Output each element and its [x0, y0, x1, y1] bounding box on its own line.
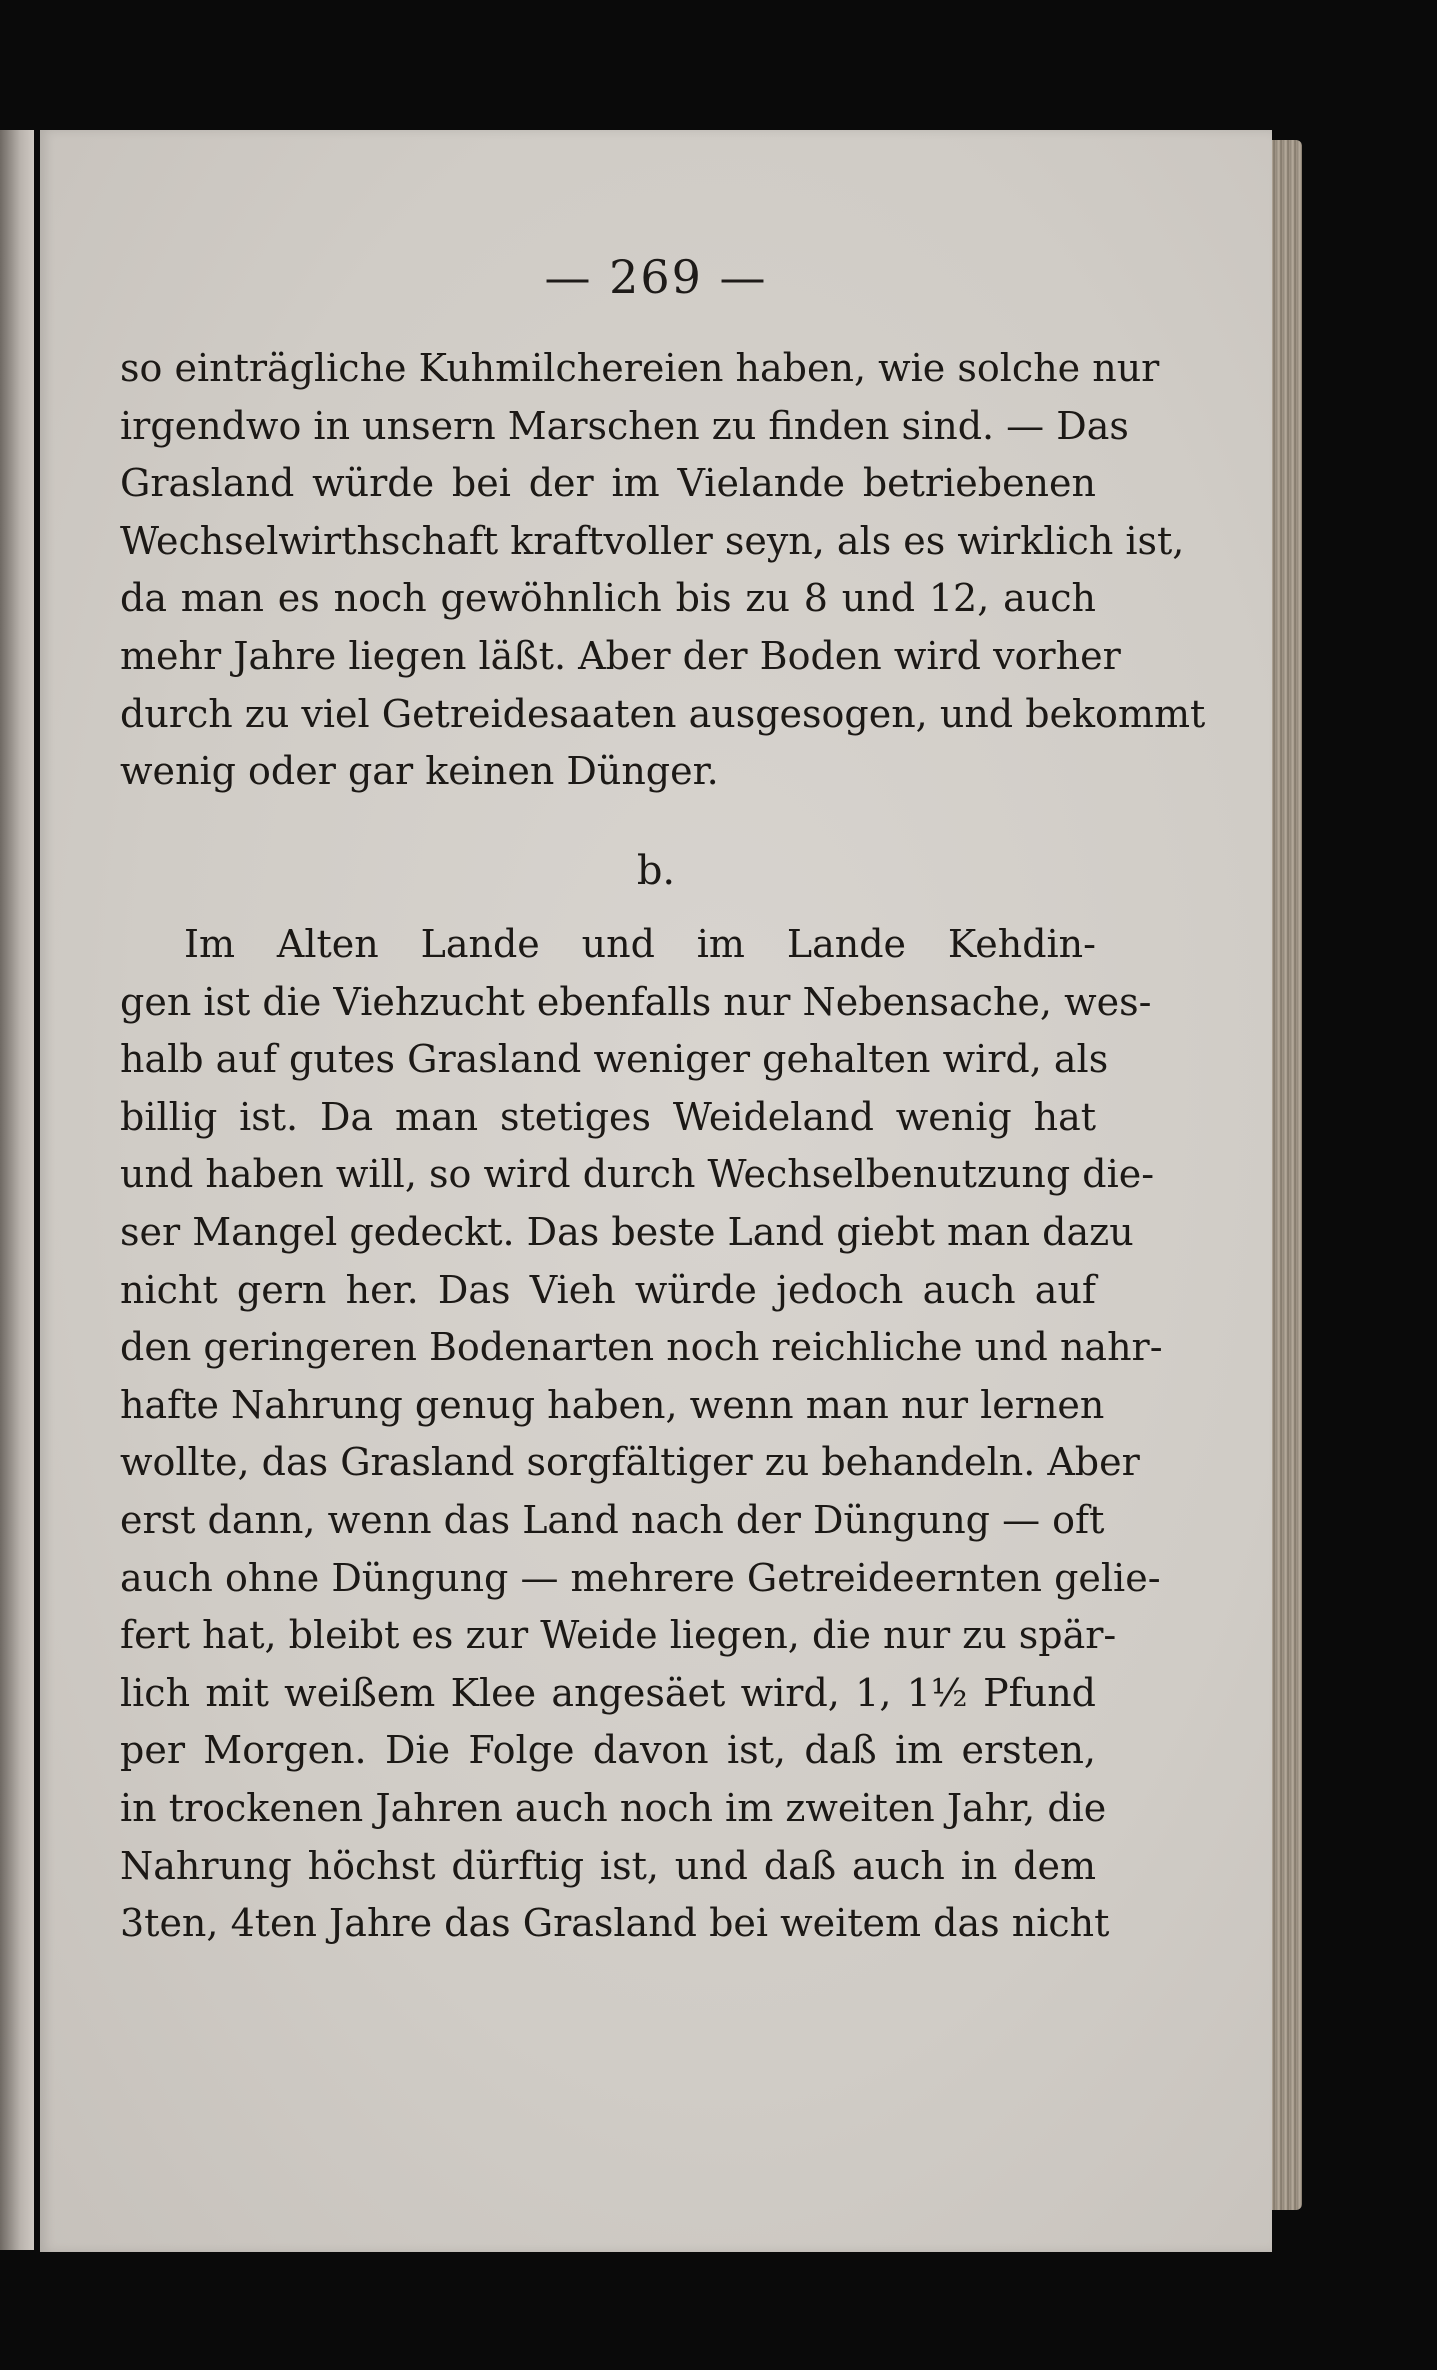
paragraph-2	[120, 916, 1163, 1953]
text-line: halb auf gutes Grasland weniger gehalten wird, als	[120, 1037, 1109, 1082]
text-line: fert hat, bleibt es zur Weide liegen, die nur zu spär-	[120, 1613, 1117, 1658]
paragraph-1	[120, 340, 1206, 801]
section-marker: b.	[636, 848, 676, 894]
text-line: billig ist. Da man stetiges Weideland wenig hat	[120, 1094, 1096, 1139]
text-line: wenig oder gar keinen Dünger.	[120, 749, 719, 794]
text-line: hafte Nahrung genug haben, wenn man nur lernen	[120, 1382, 1105, 1427]
text-line: wollte, das Grasland sorgfältiger zu behandeln. Aber	[120, 1440, 1140, 1485]
text-line: ser Mangel gedeckt. Das beste Land giebt man dazu	[120, 1209, 1134, 1254]
text-line: so einträgliche Kuhmilchereien haben, wie solche nur	[120, 346, 1160, 390]
text-line: in trockenen Jahren auch noch im zweiten Jahr, die	[120, 1785, 1107, 1830]
page-number: — 269 —	[544, 250, 768, 304]
text-line: auch ohne Düngung — mehrere Getreideernten gelie-	[120, 1555, 1161, 1600]
text-line: per Morgen. Die Folge davon ist, daß im ersten,	[120, 1728, 1096, 1773]
text-line: Wechselwirthschaft kraftvoller seyn, als es wirklich ist,	[120, 518, 1185, 563]
text-line: nicht gern her. Das Vieh würde jedoch auch auf	[120, 1267, 1096, 1312]
book-page	[40, 130, 1272, 2252]
text-line: mehr Jahre liegen läßt. Aber der Boden wird vorher	[120, 633, 1121, 678]
text-line: durch zu viel Getreidesaaten ausgesogen, und bekommt	[120, 691, 1206, 736]
text-line: Nahrung höchst dürftig ist, und daß auch in dem	[120, 1843, 1096, 1888]
text-line: lich mit weißem Klee angesäet wird, 1, 1½ Pfund	[120, 1670, 1096, 1715]
text-line: gen ist die Viehzucht ebenfalls nur Nebensache, wes-	[120, 979, 1152, 1024]
text-line: Im Alten Lande und im Lande Kehdin-	[184, 922, 1096, 966]
previous-page-edge	[0, 130, 34, 2250]
text-line: Grasland würde bei der im Vielande betriebenen	[120, 461, 1096, 506]
text-line: den geringeren Bodenarten noch reichliche und nahr-	[120, 1325, 1163, 1370]
text-line: irgendwo in unsern Marschen zu finden sind. — Das	[120, 403, 1129, 448]
text-line: da man es noch gewöhnlich bis zu 8 und 12, auch	[120, 576, 1096, 621]
text-line: erst dann, wenn das Land nach der Düngung — oft	[120, 1497, 1105, 1542]
text-line: und haben will, so wird durch Wechselbenutzung die-	[120, 1152, 1155, 1197]
text-line: 3ten, 4ten Jahre das Grasland bei weitem das nicht	[120, 1901, 1110, 1946]
